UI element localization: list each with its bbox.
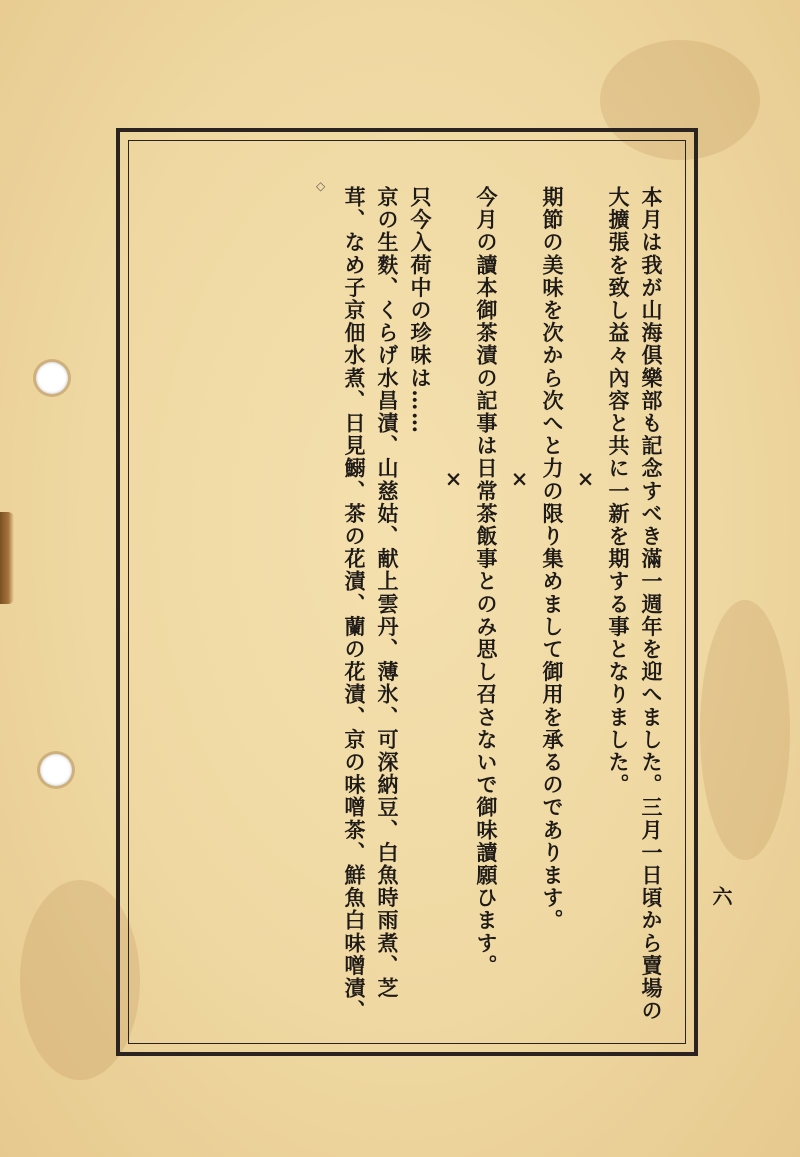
diamond-mark-icon: ◇ (316, 179, 326, 193)
article-paragraph-2: 期節の美味を次から次へと力の限り集めまして御用を承るのであります。 (540, 186, 565, 932)
article-separator-3 (437, 186, 470, 1026)
separator-mark: × (573, 466, 598, 493)
article-separator-1 (569, 186, 602, 1026)
article-paragraph-1: 本月は我が山海倶樂部も記念すべき滿一週年を迎へました。三月一日頃から賣場の大擴張を致し益々內容と共に一新を期する事となりました。 (606, 186, 664, 1023)
article-paragraph-5: 京の生麩、くらげ水昌漬、山慈姑、献上雲丹、薄氷、可深納豆、白魚時雨煮、芝茸、なめ子京佃水煮、日見鰯、茶の花漬、蘭の花漬、京の味噌茶、鮮魚白味噌漬、 (342, 186, 400, 1023)
separator-mark: × (507, 466, 532, 493)
paper-stain (700, 600, 790, 860)
article-body (258, 186, 668, 1026)
binding-hole-bottom (40, 754, 72, 786)
page-number: 六 (709, 886, 733, 906)
article-paragraph-4: 只今入荷中の珍味は…… (408, 186, 433, 435)
rust-mark (0, 512, 14, 604)
separator-mark: × (441, 466, 466, 493)
binding-hole-top (36, 362, 68, 394)
article-separator-2 (503, 186, 536, 1026)
article-paragraph-3: 今月の讀本御茶漬の記事は日常茶飯事とのみ思し召さないで御味讀願ひます。 (474, 186, 499, 977)
